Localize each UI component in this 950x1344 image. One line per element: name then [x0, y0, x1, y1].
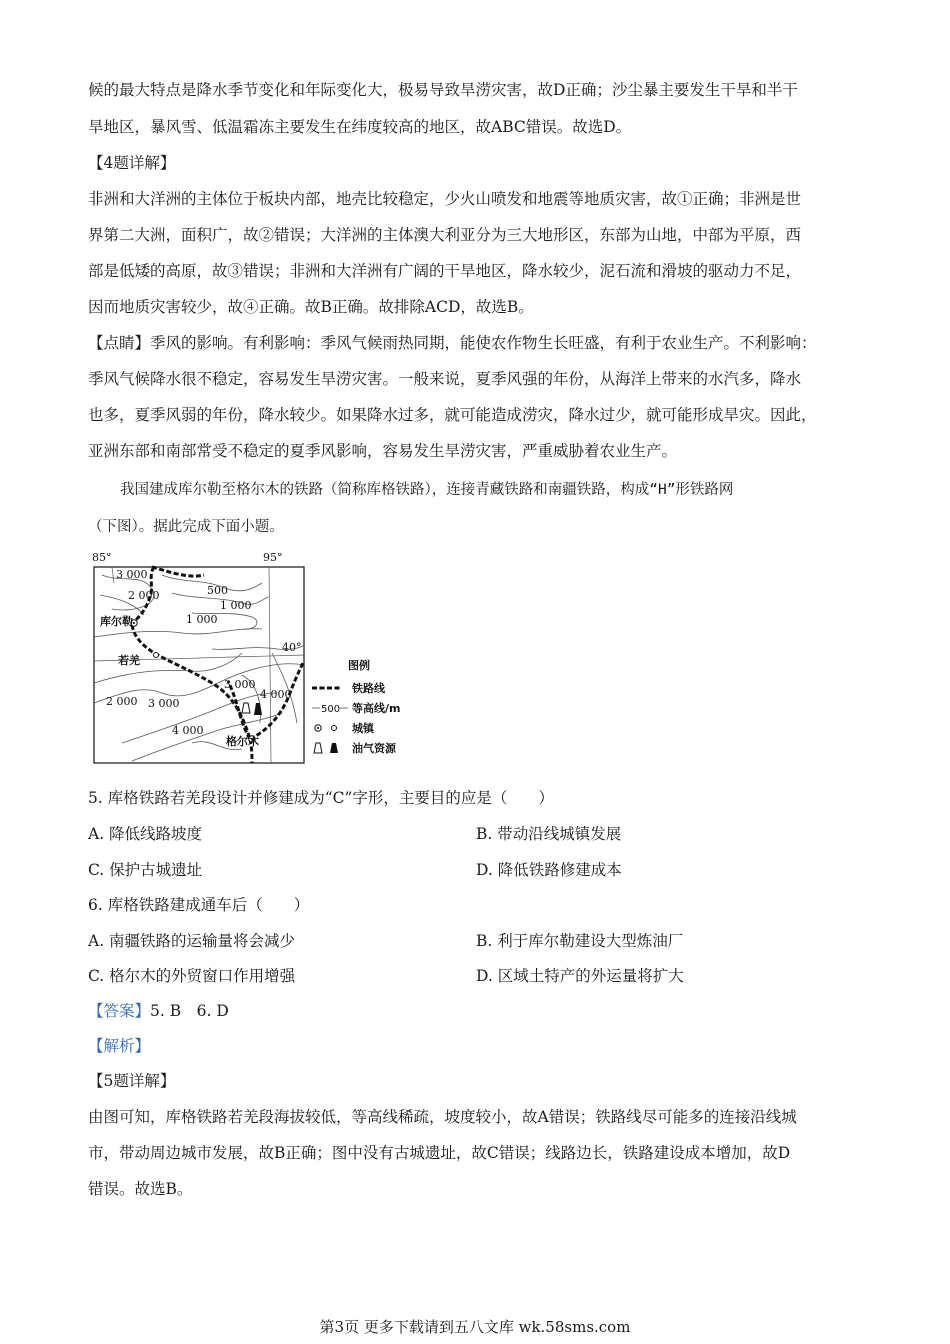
- answer-line: [88, 1001, 229, 1021]
- q6-option-c: C. 格尔木的外贸窗口作用增强: [88, 967, 296, 985]
- svg-text:3 000: 3 000: [116, 568, 148, 581]
- text-line: 非洲和大洋洲的主体位于板块内部，地壳比较稳定，少火山喷发和地震等地质灾害，故①正确；非洲是世: [88, 190, 802, 208]
- tip-line: 【点睛】季风的影响。有利影响：季风气候雨热同期，能使农作物生长旺盛，有利于农业生产。不利影响：: [88, 334, 817, 352]
- svg-text:城镇: 城镇: [352, 722, 374, 735]
- page-footer: 第3页 更多下载请到五八文库 wk.58sms.com: [319, 1318, 631, 1336]
- q5-option-b: B. 带动沿线城镇发展: [476, 825, 622, 843]
- svg-text:2 000: 2 000: [106, 695, 138, 708]
- q5-option-c: C. 保护古城遗址: [88, 861, 203, 879]
- q6-option-d: D. 区域土特产的外运量将扩大: [476, 967, 684, 985]
- intro-line: （下图）。据此完成下面小题。: [88, 519, 284, 535]
- text-line: 由图可知，库格铁路若羌段海拔较低，等高线稀疏，坡度较小，故A错误；铁路线尽可能多的连接沿线城: [88, 1108, 797, 1126]
- svg-text:等高线/m: 等高线/m: [352, 702, 401, 715]
- answer-text: 5. B 6. D: [150, 1002, 229, 1020]
- question-5: 5. 库格铁路若羌段设计并修建成为“C”字形，主要目的应是（ ）: [88, 789, 554, 807]
- text-line: 因而地质灾害较少，故④正确。故B正确。故排除ACD，故选B。: [88, 298, 534, 316]
- svg-text:3 000: 3 000: [148, 697, 180, 710]
- city-label-golmud: 格尔木: [226, 735, 259, 748]
- lon-label-95: 95°: [263, 553, 283, 564]
- svg-text:3 000: 3 000: [224, 678, 256, 691]
- q6-option-b: B. 利于库尔勒建设大型炼油厂: [476, 932, 684, 950]
- tip-line: 亚洲东部和南部常受不稳定的夏季风影响，容易发生旱涝灾害，严重威胁着农业生产。: [88, 442, 678, 460]
- section-title-q4: 【4题详解】: [88, 154, 176, 172]
- q6-option-a: A. 南疆铁路的运输量将会减少: [88, 932, 296, 950]
- svg-text:铁路线: 铁路线: [352, 682, 385, 695]
- svg-text:1 000: 1 000: [186, 613, 218, 626]
- text-line: 市，带动周边城市发展，故B正确；图中没有古城遗址，故C错误；线路边长，铁路建设成本增加，故D: [88, 1144, 791, 1162]
- q5-option-d: D. 降低铁路修建成本: [476, 861, 622, 879]
- map-legend: [312, 658, 400, 755]
- text-line: 旱地区，暴风雪、低温霜冻主要发生在纬度较高的地区，故ABC错误。故选D。: [88, 118, 632, 136]
- text-line: 错误。故选B。: [88, 1180, 193, 1198]
- svg-text:2 000: 2 000: [128, 589, 160, 602]
- railway-map-figure: [92, 553, 422, 765]
- text-line: 界第二大洲，面积广，故②错误；大洋洲的主体澳大利亚分为三大地形区，东部为山地，中部为平原，西: [88, 226, 802, 244]
- q5-option-a: A. 降低线路坡度: [88, 825, 203, 843]
- lon-label-85: 85°: [92, 553, 112, 564]
- answer-label: 【答案】: [88, 1002, 151, 1020]
- svg-text:4 000: 4 000: [172, 724, 204, 737]
- lat-label-40: 40°: [282, 641, 302, 654]
- tip-line: 也多，夏季风弱的年份，降水较少。如果降水过多，就可能造成涝灾，降水过少，就可能形成旱灾。因此，: [88, 406, 817, 424]
- city-label-ruoqiang: 若羌: [118, 654, 140, 667]
- svg-text:图例: 图例: [348, 659, 370, 672]
- tip-line: 季风气候降水很不稳定，容易发生旱涝灾害。一般来说，夏季风强的年份，从海洋上带来的水汽多，降水: [88, 370, 802, 388]
- svg-text:500: 500: [321, 704, 341, 715]
- text-line: 候的最大特点是降水季节变化和年际变化大，极易导致旱涝灾害，故D正确；沙尘暴主要发生干旱和半干: [88, 81, 798, 99]
- svg-text:500: 500: [207, 584, 228, 597]
- text-line: 部是低矮的高原，故③错误；非洲和大洋洲有广阔的干旱地区，降水较少，泥石流和滑坡的驱动力不足，: [88, 262, 802, 280]
- section-title-q5: 【5题详解】: [88, 1072, 176, 1090]
- city-label-korla: 库尔勒: [100, 615, 133, 628]
- svg-text:1 000: 1 000: [220, 599, 252, 612]
- question-6: 6. 库格铁路建成通车后（ ）: [88, 896, 310, 914]
- analysis-label: 【解析】: [88, 1037, 151, 1055]
- intro-line: 我国建成库尔勒至格尔木的铁路（简称库格铁路），连接青藏铁路和南疆铁路，构成“H”形铁路网: [120, 482, 734, 498]
- svg-text:4 000: 4 000: [260, 688, 292, 701]
- svg-text:油气资源: 油气资源: [352, 742, 396, 755]
